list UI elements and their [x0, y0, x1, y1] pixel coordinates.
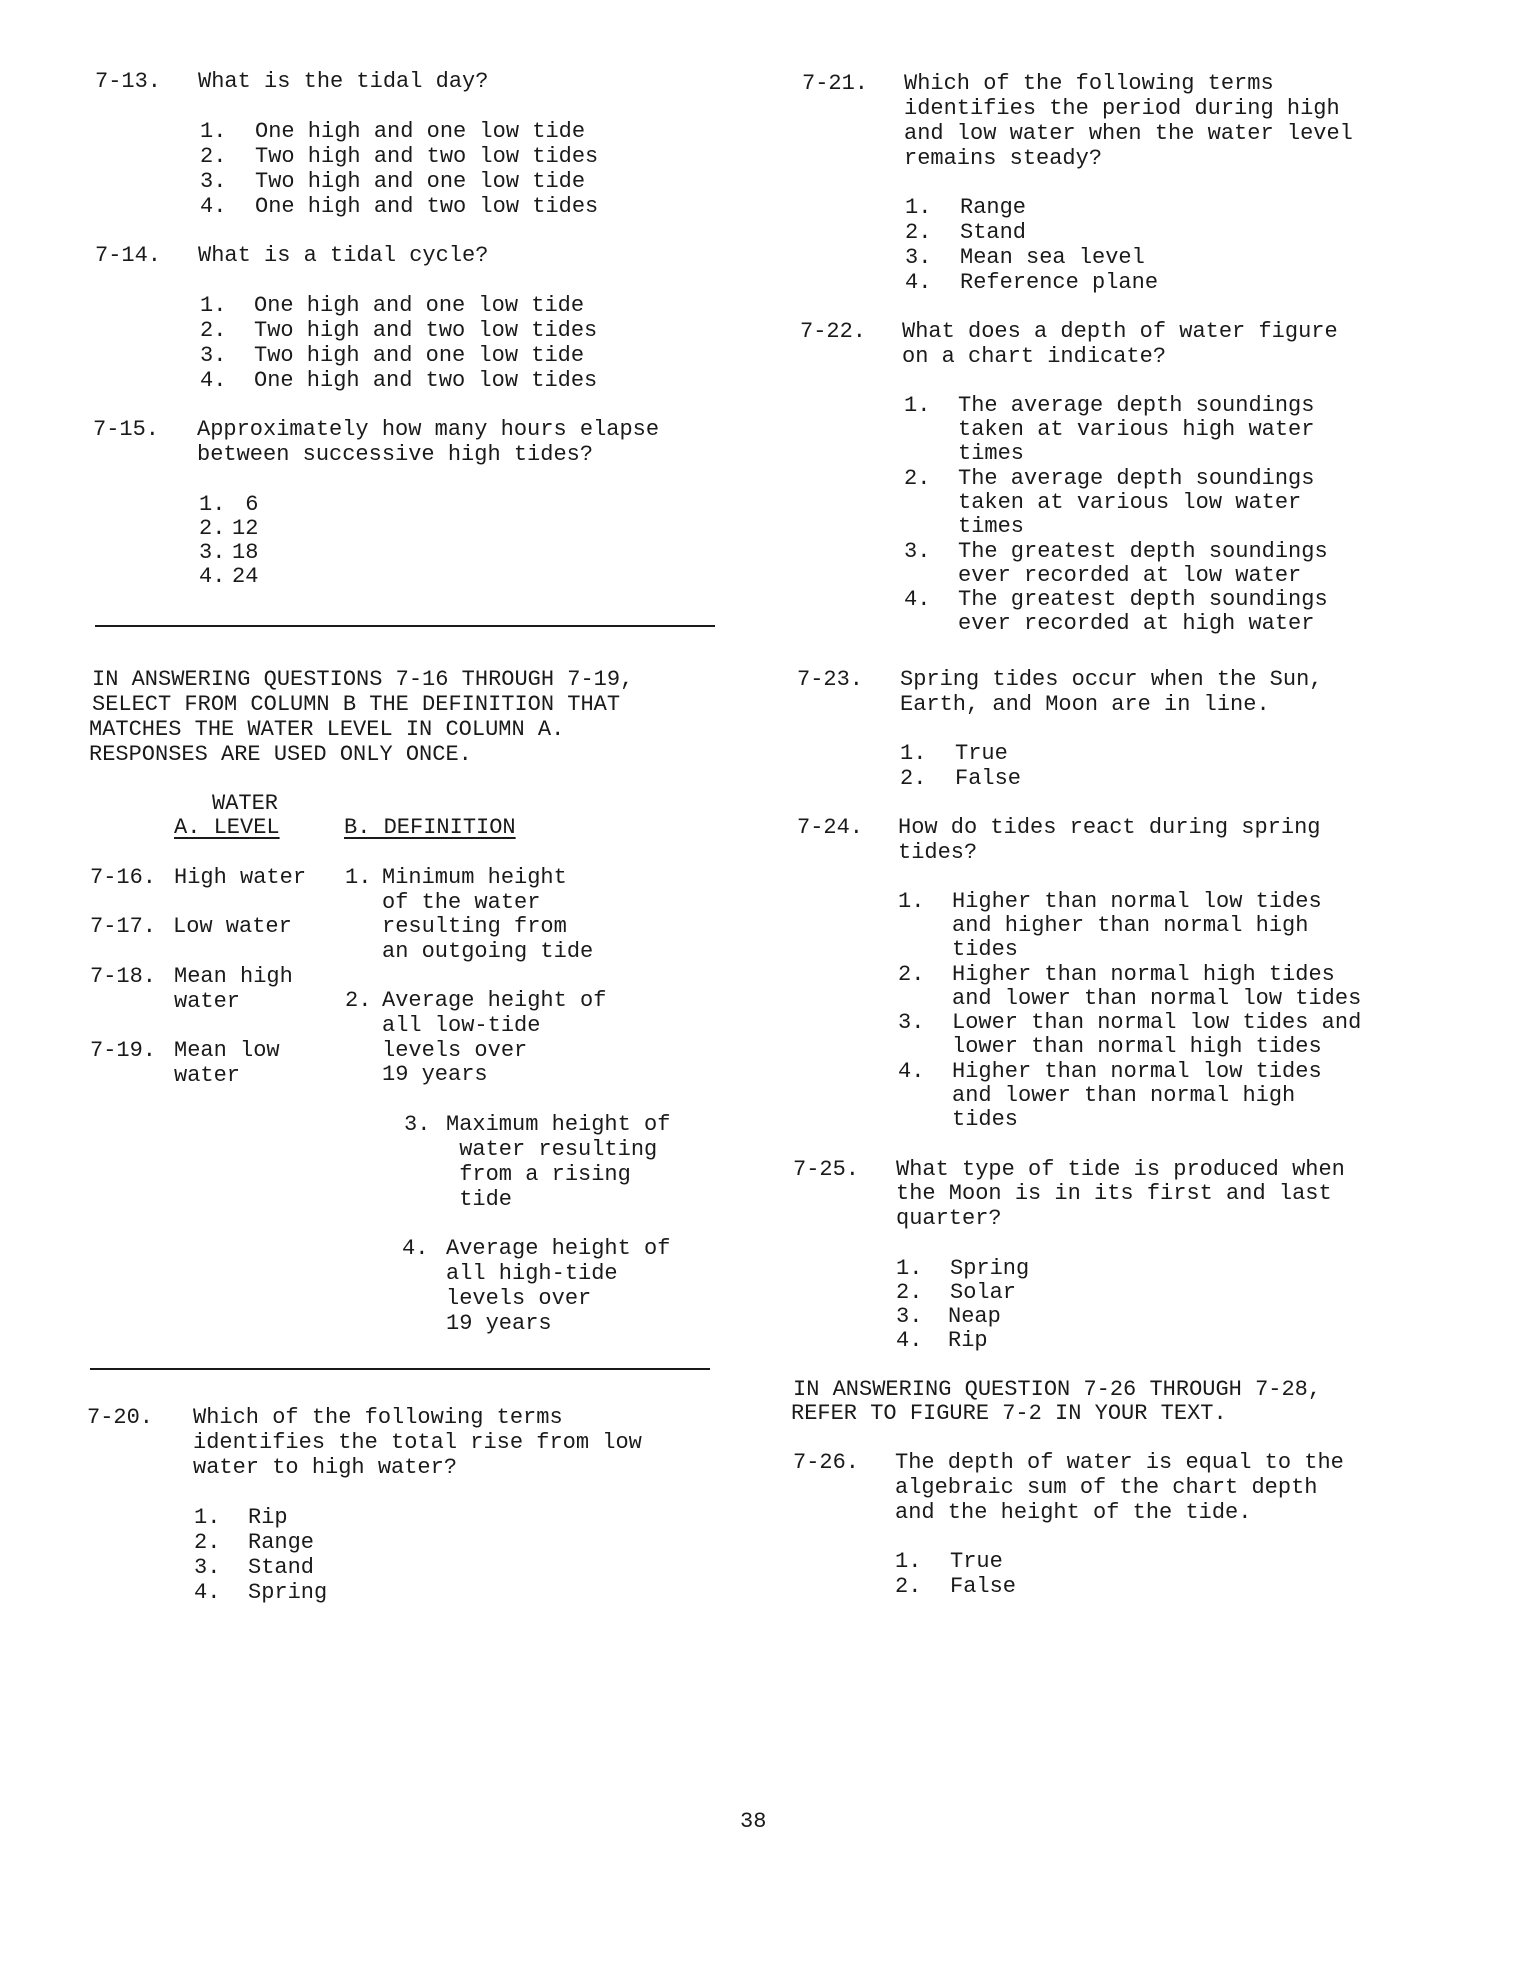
question-text: Earth, and Moon are in line. — [900, 692, 1270, 717]
option-number: 3. — [905, 245, 932, 270]
option-text: ever recorded at high water — [958, 611, 1315, 636]
option-text: tides — [952, 937, 1019, 962]
option-text: One high and two low tides — [254, 368, 598, 393]
question-text: algebraic sum of the chart depth — [895, 1475, 1318, 1500]
column-a-header-top: WATER — [212, 791, 279, 816]
definition-number: 1. — [345, 865, 372, 890]
question-number: 7-14. — [95, 243, 162, 268]
option-text: and higher than normal high — [952, 913, 1309, 938]
option-text: Mean sea level — [960, 245, 1145, 270]
option-text: Reference plane — [960, 270, 1159, 295]
question-number: 7-22. — [800, 319, 867, 344]
option-text: Rip — [948, 1328, 988, 1353]
definition-text: water resulting — [446, 1137, 658, 1162]
option-text: Higher than normal low tides — [952, 889, 1322, 914]
column-b-header: B. DEFINITION — [344, 815, 516, 840]
question-text: What does a depth of water figure — [902, 319, 1338, 344]
option-text: and lower than normal low tides — [952, 986, 1362, 1011]
option-text: tides — [952, 1107, 1019, 1132]
option-text: ever recorded at low water — [958, 563, 1302, 588]
option-number: 3. — [200, 343, 227, 368]
question-text: identifies the total rise from low — [193, 1430, 642, 1455]
question-text: and low water when the water level — [904, 121, 1353, 146]
question-text: The depth of water is equal to the — [895, 1450, 1344, 1475]
definition-text: levels over — [446, 1286, 592, 1311]
option-text: Solar — [950, 1280, 1017, 1305]
option-text: Higher than normal high tides — [952, 962, 1335, 987]
option-number: 2. — [900, 766, 927, 791]
question-number: 7-24. — [797, 815, 864, 840]
water-level-term: water — [174, 989, 241, 1014]
water-level-term: Mean low — [174, 1038, 280, 1063]
question-text: Which of the following terms — [904, 71, 1274, 96]
option-number: 3. — [896, 1304, 923, 1329]
option-text: Stand — [248, 1555, 315, 1580]
option-text: Rip — [248, 1505, 288, 1530]
definition-text: Average height of — [446, 1236, 671, 1261]
question-text: between successive high tides? — [197, 442, 594, 467]
question-number: 7-19. — [90, 1038, 157, 1063]
option-number: 2. — [904, 466, 931, 491]
option-number: 3. — [194, 1555, 221, 1580]
option-text: One high and one low tide — [255, 119, 586, 144]
option-text: One high and one low tide — [254, 293, 585, 318]
option-number: 2. — [896, 1280, 923, 1305]
option-text: The greatest depth soundings — [958, 587, 1328, 612]
definition-text: 19 years — [382, 1062, 488, 1087]
definition-number: 4. — [402, 1236, 429, 1261]
instruction-line: IN ANSWERING QUESTION 7-26 THROUGH 7-28, — [793, 1377, 1322, 1402]
option-number: 3. — [898, 1010, 925, 1035]
option-text: False — [955, 766, 1022, 791]
option-number: 3. — [199, 540, 226, 565]
divider — [90, 1368, 710, 1370]
option-number: 1. — [905, 195, 932, 220]
question-number: 7-21. — [802, 71, 869, 96]
question-text: Which of the following terms — [193, 1405, 563, 1430]
water-level-term: High water — [174, 865, 307, 890]
instruction-line: REFER TO FIGURE 7-2 IN YOUR TEXT. — [791, 1401, 1227, 1426]
option-text: The greatest depth soundings — [958, 539, 1328, 564]
definition-number: 2. — [345, 988, 372, 1013]
option-text: 6 — [232, 492, 259, 517]
option-number: 1. — [194, 1505, 221, 1530]
option-text: Spring — [248, 1580, 328, 1605]
question-text: water to high water? — [193, 1455, 458, 1480]
option-text: 18 — [232, 540, 259, 565]
water-level-term: Mean high — [174, 964, 293, 989]
option-text: Lower than normal low tides and — [952, 1010, 1362, 1035]
definition-text: resulting from — [382, 914, 567, 939]
option-number: 2. — [895, 1574, 922, 1599]
option-number: 4. — [199, 564, 226, 589]
question-text: Approximately how many hours elapse — [197, 417, 660, 442]
definition-text: Average height of — [382, 988, 607, 1013]
instruction-line: MATCHES THE WATER LEVEL IN COLUMN A. — [89, 717, 565, 742]
option-text: Two high and one low tide — [255, 169, 586, 194]
question-text: What is a tidal cycle? — [198, 243, 489, 268]
option-number: 2. — [905, 220, 932, 245]
option-text: Higher than normal low tides — [952, 1059, 1322, 1084]
water-level-term: Low water — [173, 914, 292, 939]
option-text: times — [958, 441, 1025, 466]
definition-number: 3. — [404, 1112, 431, 1137]
question-number: 7-20. — [87, 1405, 154, 1430]
question-text: What is the tidal day? — [198, 69, 489, 94]
water-level-term: water — [174, 1063, 241, 1088]
option-text: Range — [960, 195, 1027, 220]
definition-text: from a rising — [446, 1162, 631, 1187]
option-text: False — [950, 1574, 1017, 1599]
definition-text: Minimum height — [382, 865, 567, 890]
option-number: 4. — [200, 194, 227, 219]
option-number: 3. — [904, 539, 931, 564]
option-text: and lower than normal high — [952, 1083, 1296, 1108]
question-text: identifies the period during high — [904, 96, 1340, 121]
question-number: 7-16. — [90, 865, 157, 890]
option-text: Stand — [960, 220, 1027, 245]
definition-text: levels over — [382, 1038, 528, 1063]
option-number: 4. — [904, 587, 931, 612]
option-number: 4. — [905, 270, 932, 295]
question-number: 7-13. — [95, 69, 162, 94]
option-number: 1. — [200, 293, 227, 318]
question-text: remains steady? — [904, 146, 1103, 171]
option-number: 4. — [200, 368, 227, 393]
option-text: The average depth soundings — [958, 393, 1315, 418]
option-number: 1. — [200, 119, 227, 144]
question-text: What type of tide is produced when — [896, 1157, 1345, 1182]
definition-text: all low-tide — [382, 1013, 541, 1038]
option-text: times — [958, 514, 1025, 539]
option-number: 1. — [199, 492, 226, 517]
option-text: Two high and two low tides — [255, 144, 599, 169]
instruction-line: IN ANSWERING QUESTIONS 7-16 THROUGH 7-19, — [92, 667, 634, 692]
question-text: the Moon is in its first and last — [896, 1181, 1332, 1206]
option-text: True — [955, 741, 1008, 766]
option-number: 4. — [194, 1580, 221, 1605]
question-number: 7-26. — [793, 1450, 860, 1475]
option-number: 4. — [896, 1328, 923, 1353]
option-text: Two high and one low tide — [254, 343, 585, 368]
option-text: lower than normal high tides — [952, 1034, 1322, 1059]
question-number: 7-18. — [90, 964, 157, 989]
option-number: 4. — [898, 1059, 925, 1084]
option-text: Two high and two low tides — [254, 318, 598, 343]
question-text: Spring tides occur when the Sun, — [900, 667, 1323, 692]
option-number: 2. — [194, 1530, 221, 1555]
question-number: 7-23. — [797, 667, 864, 692]
option-text: Range — [248, 1530, 315, 1555]
definition-text: 19 years — [446, 1311, 552, 1336]
option-number: 1. — [900, 741, 927, 766]
option-text: True — [950, 1549, 1003, 1574]
page-number: 38 — [740, 1809, 767, 1834]
question-text: quarter? — [896, 1206, 1002, 1231]
definition-text: of the water — [382, 890, 541, 915]
option-number: 1. — [895, 1549, 922, 1574]
option-text: The average depth soundings — [958, 466, 1315, 491]
option-number: 1. — [896, 1256, 923, 1281]
definition-text: an outgoing tide — [382, 939, 594, 964]
option-text: 24 — [232, 564, 259, 589]
option-number: 3. — [200, 169, 227, 194]
definition-text: all high-tide — [446, 1261, 618, 1286]
question-text: and the height of the tide. — [895, 1500, 1252, 1525]
divider — [95, 625, 715, 627]
option-text: taken at various high water — [958, 417, 1315, 442]
question-text: on a chart indicate? — [902, 344, 1167, 369]
option-text: taken at various low water — [958, 490, 1302, 515]
definition-text: tide — [446, 1187, 513, 1212]
question-number: 7-17. — [90, 914, 157, 939]
option-text: One high and two low tides — [255, 194, 599, 219]
option-number: 2. — [200, 144, 227, 169]
option-number: 2. — [199, 516, 226, 541]
option-text: Spring — [950, 1256, 1030, 1281]
question-text: How do tides react during spring — [898, 815, 1321, 840]
instruction-line: SELECT FROM COLUMN B THE DEFINITION THAT — [92, 692, 621, 717]
option-text: Neap — [948, 1304, 1001, 1329]
option-number: 2. — [898, 962, 925, 987]
option-number: 1. — [898, 889, 925, 914]
question-number: 7-25. — [793, 1157, 860, 1182]
definition-text: Maximum height of — [446, 1112, 671, 1137]
option-text: 12 — [232, 516, 259, 541]
question-text: tides? — [898, 840, 978, 865]
option-number: 2. — [200, 318, 227, 343]
column-a-header: A. LEVEL — [174, 815, 280, 840]
question-number: 7-15. — [93, 417, 160, 442]
instruction-line: RESPONSES ARE USED ONLY ONCE. — [89, 742, 472, 767]
option-number: 1. — [904, 393, 931, 418]
